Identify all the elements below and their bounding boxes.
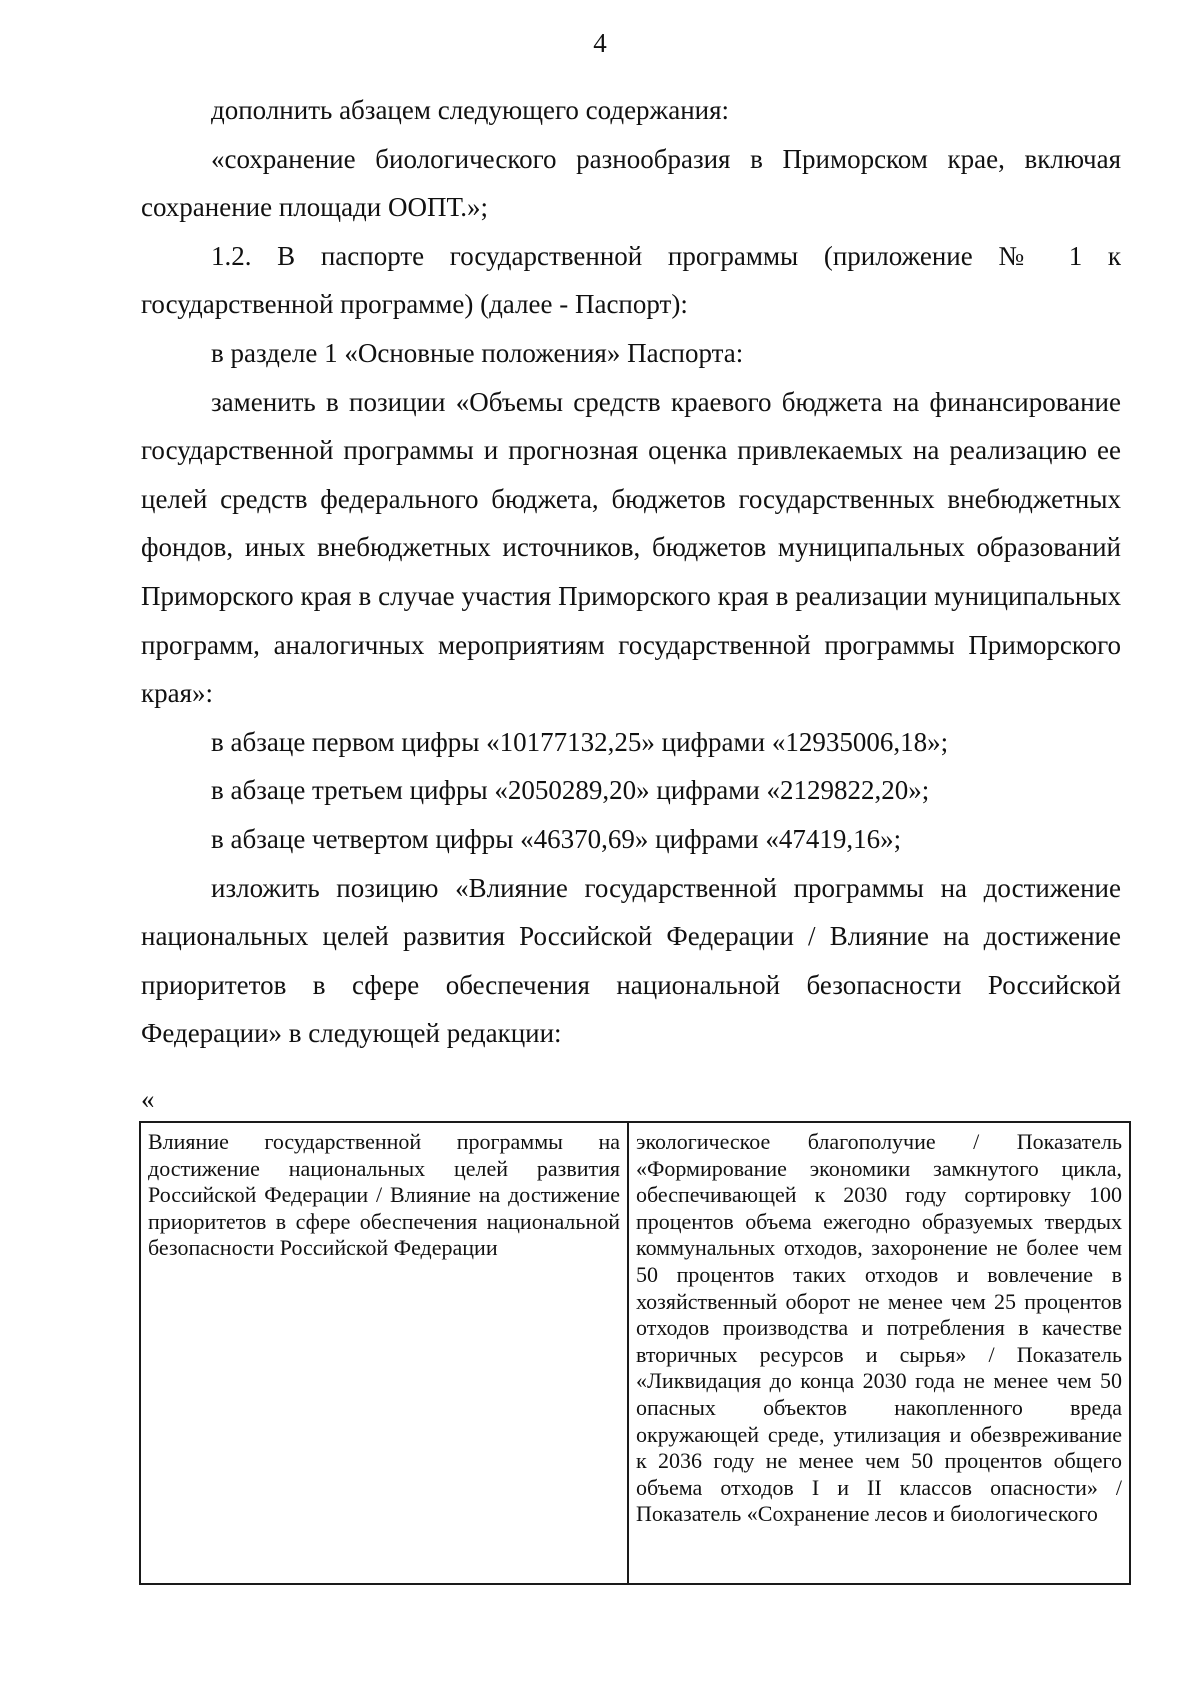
table-cell-position-value: экологическое благополучие / Показатель «Формирование экономики замкнутого цикла, обеспечивающей к 2030 году сортировку 100 процентов объема ежегодно образуемых твердых коммунальных отходов, захоронение не более чем 50 процентов таких отходов и вовлечение в хозяйственный оборот не менее чем 25 процентов отходов производства и потребления в качестве вторичных ресурсов и сырья» / Показатель «Ликвидация до конца 2030 года не менее чем 50 опасных объектов накопленного вреда окружающей среде, утилизация и обезвреживание к 2036 году не менее чем 50 процентов общего объема отходов I и II классов опасности» / Показатель «Сохранение лесов и биологического (628, 1122, 1130, 1584)
paragraph-third-clause: в абзаце третьем цифры «2050289,20» цифрами «2129822,20»; (211, 775, 930, 806)
paragraph-first-clause: в абзаце первом цифры «10177132,25» цифрами «12935006,18»; (211, 726, 949, 757)
paragraph-section-1: в разделе 1 «Основные положения» Паспорта: (211, 337, 744, 368)
page-number: 4 (593, 28, 607, 58)
table-row (140, 1122, 1130, 1584)
paragraph-restate-position: изложить позицию «Влияние государственной программы на достижение национальных целей развития Российской Федерации / Влияние на достижение приоритетов в сфере обеспечения национальной безопасности Российской Федерации» в следующей редакции: (141, 872, 1121, 1049)
paragraph-replace-position: заменить в позиции «Объемы средств краевого бюджета на финансирование государственной программы и прогнозная оценка привлекаемых на реализацию ее целей средств федерального бюджета, бюджетов государственных внебюджетных фондов, иных внебюджетных источников, бюджетов муниципальных образований Приморского края в случае участия Приморского края в реализации муниципальных программ, аналогичных мероприятиям государственной программы Приморского края»: (141, 386, 1121, 709)
passport-table (139, 1121, 1131, 1585)
paragraph-add-clause: дополнить абзацем следующего содержания: (211, 95, 730, 125)
paragraph-biodiversity: «сохранение биологического разнообразия в Приморском крае, включая сохранение площади ООПТ.»; (141, 143, 1121, 223)
document-body (141, 86, 1121, 1058)
paragraph-fourth-clause: в абзаце четвертом цифры «46370,69» цифрами «47419,16»; (211, 823, 902, 854)
paragraph-passport: 1.2. В паспорте государственной программы (приложение № 1 к государственной программе) (далее - Паспорт): (141, 240, 1121, 320)
table-cell-position-name: Влияние государственной программы на достижение национальных целей развития Российской Федерации / Влияние на достижение приоритетов в сфере обеспечения национальной безопасности Российской Федерации (140, 1122, 628, 1584)
opening-quote-mark: « (141, 1084, 155, 1114)
